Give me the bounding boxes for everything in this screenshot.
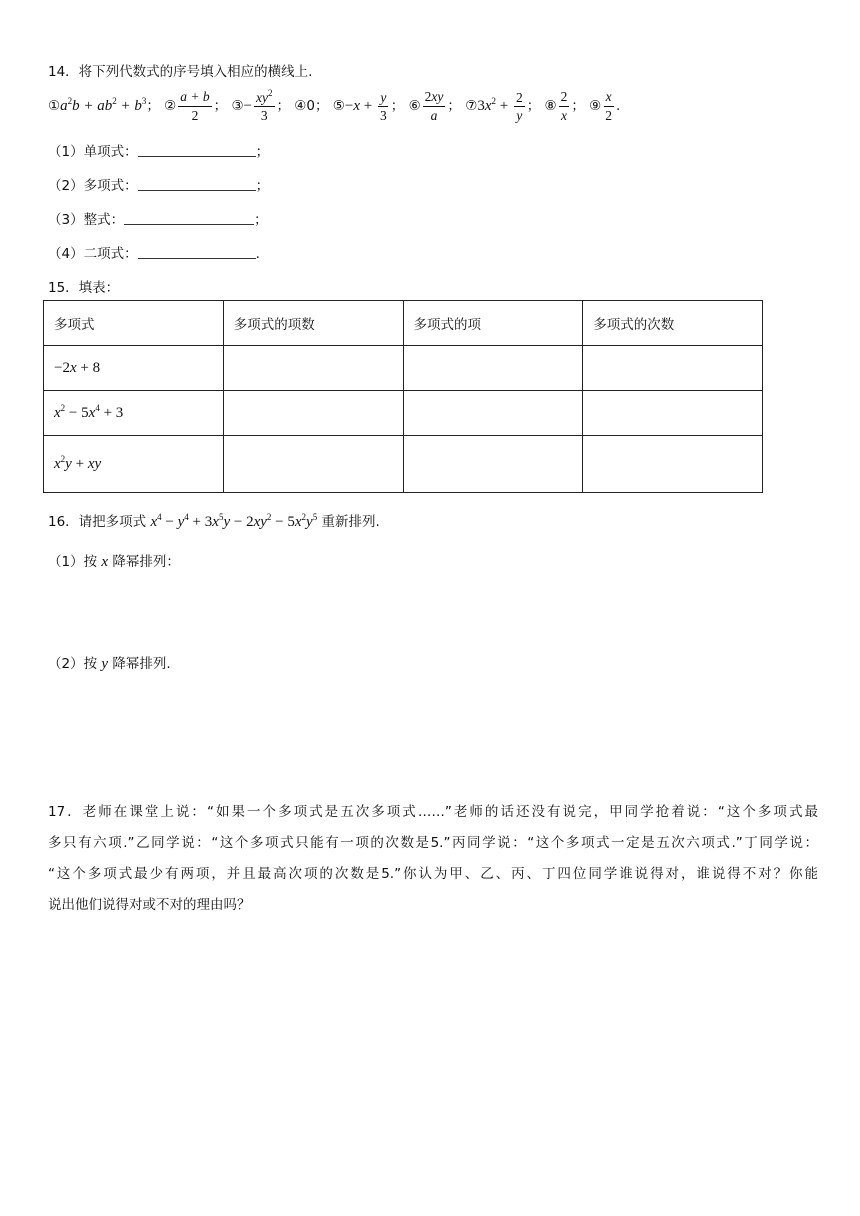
part-label: （2）按 [48,656,98,672]
expr-num-4: ④ [294,98,307,114]
q17-line: 说出他们说得对或不对的理由吗？ [48,897,251,913]
end-period: . [616,98,621,114]
table-row [44,346,763,391]
table-header-row [44,301,763,346]
expr-6: $\frac{2xy}{a}$ [424,89,444,123]
item-end: . [255,246,260,262]
answer-cell[interactable] [403,391,583,436]
answer-cell[interactable] [403,436,583,493]
q15-table [43,300,763,493]
expr-2: $\frac{a + b}{2}$ [180,89,210,123]
expr-8: $\frac{2}{x}$ [560,89,568,123]
item-label: （4）二项式： [48,246,138,262]
table-row [44,436,763,493]
item-end: ； [255,178,270,194]
q14-item-2 [48,174,269,194]
q15-title: 15．填表： [48,280,120,296]
expr-1: $a^2b + ab^2 + b^3$ [60,96,147,114]
polynomial-3: $x^2y$ + xy [54,453,102,472]
answer-cell[interactable] [223,391,403,436]
sep: ； [571,98,585,114]
expr-3: − $\frac{xy^2}{3}$ [243,87,273,124]
expr-5: −x + $\frac{y}{3}$ [344,89,387,124]
q17-paragraph [48,797,818,921]
part-variable: x [101,554,109,570]
item-end: ； [255,144,270,160]
expr-num-1: ① [48,98,61,114]
q17-line: 17．老师在课堂上说：“如果一个多项式是五次多项式……”老师的话还没有说完，甲同学抢着说：“这个多项式最 [48,804,818,820]
q16-title [48,510,380,531]
q14-title: 14．将下列代数式的序号填入相应的横线上. [48,64,313,80]
sep: ； [447,98,461,114]
expr-7: $3x^2$ + $\frac{2}{y}$ [477,89,523,124]
q17-line: “这个多项式最少有两项，并且最高次项的次数是5.”你认为甲、乙、丙、丁四位同学谁说得对，谁说得不对？你能 [48,866,818,882]
sep: ； [213,98,228,114]
polynomial-2: $x^2 - 5x^4 + 3$ [54,402,124,421]
answer-cell[interactable] [223,436,403,493]
sep: ； [315,98,329,114]
item-label: （3）整式： [48,212,125,228]
expr-num-9: ⑨ [589,98,602,114]
item-label: （1）单项式： [48,144,138,160]
answer-blank[interactable] [138,178,256,191]
polynomial-1: −2x + 8 [54,359,101,376]
answer-cell[interactable] [403,346,583,391]
q14-expressions [48,87,621,124]
sep: ； [390,98,405,114]
expr-num-3: ③ [231,98,244,114]
sep: ； [276,98,290,114]
expr-num-6: ⑥ [408,98,421,114]
q17-line: 多只有六项.”乙同学说：“这个多项式只能有一项的次数是5.”丙同学说：“这个多项式一定是五次六项式.”丁同学说： [48,835,818,851]
polynomial-cell [44,346,224,391]
part-label: （1）按 [48,554,98,570]
expr-num-8: ⑧ [544,98,557,114]
table-header: 多项式的项 [403,301,583,346]
expr-num-7: ⑦ [465,98,478,114]
item-end: ； [254,212,268,228]
answer-blank[interactable] [138,246,256,259]
q16-part-1 [48,550,180,571]
expr-9: $\frac{x}{2}$ [605,89,613,123]
polynomial-cell [44,391,224,436]
q16-polynomial: $x^4 - y^4 + 3x^5y - 2xy^2 - 5x^2y^5$ [150,512,318,530]
table-header: 多项式 [44,301,224,346]
q14-item-1 [48,140,269,160]
part-text: 降幂排列. [112,656,171,672]
answer-blank[interactable] [138,144,256,157]
part-variable: y [101,656,109,672]
item-label: （2）多项式： [48,178,138,194]
expr-num-2: ② [164,98,177,114]
answer-cell[interactable] [583,436,763,493]
q16-title-post: 重新排列. [321,514,380,530]
table-header: 多项式的项数 [223,301,403,346]
answer-blank[interactable] [124,212,254,225]
table-row [44,391,763,436]
part-text: 降幂排列： [112,554,180,570]
answer-cell[interactable] [583,391,763,436]
table-header: 多项式的次数 [583,301,763,346]
q16-title-pre: 16．请把多项式 [48,514,147,530]
sep: ； [146,98,160,114]
answer-cell[interactable] [583,346,763,391]
sep: ； [526,98,541,114]
q14-item-3 [48,208,268,228]
expr-4: 0 [306,98,315,114]
polynomial-cell [44,436,224,493]
answer-cell[interactable] [223,346,403,391]
q14-item-4 [48,242,260,262]
expr-num-5: ⑤ [332,98,345,114]
q16-part-2 [48,652,171,673]
